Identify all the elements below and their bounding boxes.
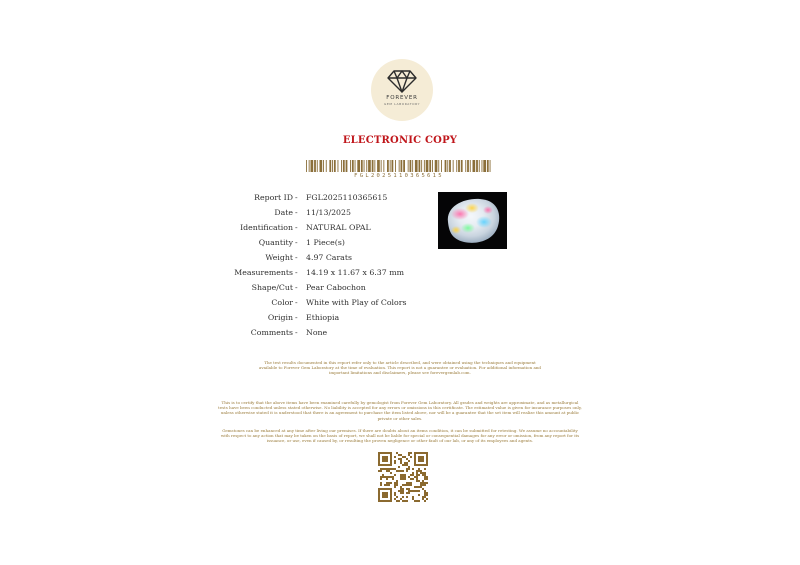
disclaimer-line: Gemstones can be enhanced at any time after living our premises. If there are doubts about an items condition, it can be submitted for retesting. We assume no accountability — [222, 428, 578, 433]
detail-separator: - — [295, 208, 298, 217]
detail-label: Report ID — [254, 193, 293, 202]
detail-label: Identification — [240, 223, 293, 232]
disclaimer-line: private or other sales. — [377, 415, 423, 421]
detail-label: Color — [271, 298, 293, 307]
gemstone-photo — [438, 192, 507, 249]
qr-code[interactable] — [378, 452, 428, 502]
detail-value: Ethiopia — [306, 313, 340, 322]
detail-value: 11/13/2025 — [306, 208, 351, 217]
disclaimer-line: This is to certify that the above items have been examined carefully by gemologist from Forever Gem Laboratory. All grades and weights are approximate, and as metallurgical — [221, 400, 579, 405]
detail-label: Date — [274, 208, 293, 217]
detail-value: FGL2025110365615 — [306, 193, 388, 202]
detail-separator: - — [295, 313, 298, 322]
disclaimer-line: available to Forever Gem Laboratory at the time of evaluation. This report is not a guarantee or evaluation. For additional information and — [259, 365, 541, 371]
detail-separator: - — [295, 238, 298, 247]
disclaimer-line: tests have been conducted unless stated otherwise. No liability is accepted for any errors or omissions in this certificate. The estimated value is given for insurance purposes only, — [218, 405, 582, 411]
detail-value: None — [306, 328, 328, 337]
detail-label: Measurements — [234, 268, 293, 277]
detail-separator: - — [295, 328, 298, 337]
electronic-copy-heading: ELECTRONIC COPY — [342, 135, 458, 146]
detail-label: Quantity — [258, 238, 293, 247]
disclaimer-paragraph-2 — [0, 400, 800, 421]
logo-subtitle-text: GEM LABORATORY — [383, 102, 421, 106]
detail-value: NATURAL OPAL — [306, 223, 371, 232]
lab-logo — [371, 59, 433, 121]
detail-label: Shape/Cut — [251, 283, 293, 292]
detail-label: Comments — [250, 328, 293, 337]
disclaimer-line: with respect to any action that may be taken on the basis of report, we shall not be liable for special or consequential damages for any error or omission, from any report for its — [220, 433, 580, 439]
detail-separator: - — [295, 283, 298, 292]
disclaimer-line: issuance, or use, even if caused by, or resulting the proven negligence or other fault of our lab, or any of its employees and agents. — [266, 438, 534, 444]
detail-label: Weight — [265, 253, 293, 262]
disclaimer-paragraph-3 — [0, 428, 800, 444]
detail-separator: - — [295, 298, 298, 307]
logo-brand-text: FOREVER — [386, 95, 418, 101]
detail-value: 1 Piece(s) — [306, 238, 345, 247]
disclaimer-paragraph-1 — [0, 360, 800, 376]
detail-value: Pear Cabochon — [306, 283, 366, 292]
detail-label: Origin — [267, 313, 293, 322]
detail-value: 14.19 x 11.67 x 6.37 mm — [306, 268, 404, 277]
disclaimer-line: important limitations and disclaimers, please see forevergemlab.com. — [329, 370, 471, 376]
detail-separator: - — [295, 223, 298, 232]
detail-separator: - — [295, 253, 298, 262]
disclaimer-line: unless otherwise stated it is understood that there is an agreement to purchase the item listed above, nor will be a guarantee that the set item will realize this amount at public — [220, 410, 580, 416]
detail-separator: - — [295, 268, 298, 277]
detail-separator: - — [295, 193, 298, 202]
disclaimer-line: The test results documented in this report refer only to the article described, and were obtained using the techniques and equipment — [264, 360, 536, 365]
detail-value: 4.97 Carats — [306, 253, 352, 262]
barcode-number: FGL2025110365615 — [354, 173, 444, 179]
detail-value: White with Play of Colors — [306, 298, 407, 307]
barcode — [306, 160, 492, 172]
diamond-icon — [387, 69, 417, 93]
